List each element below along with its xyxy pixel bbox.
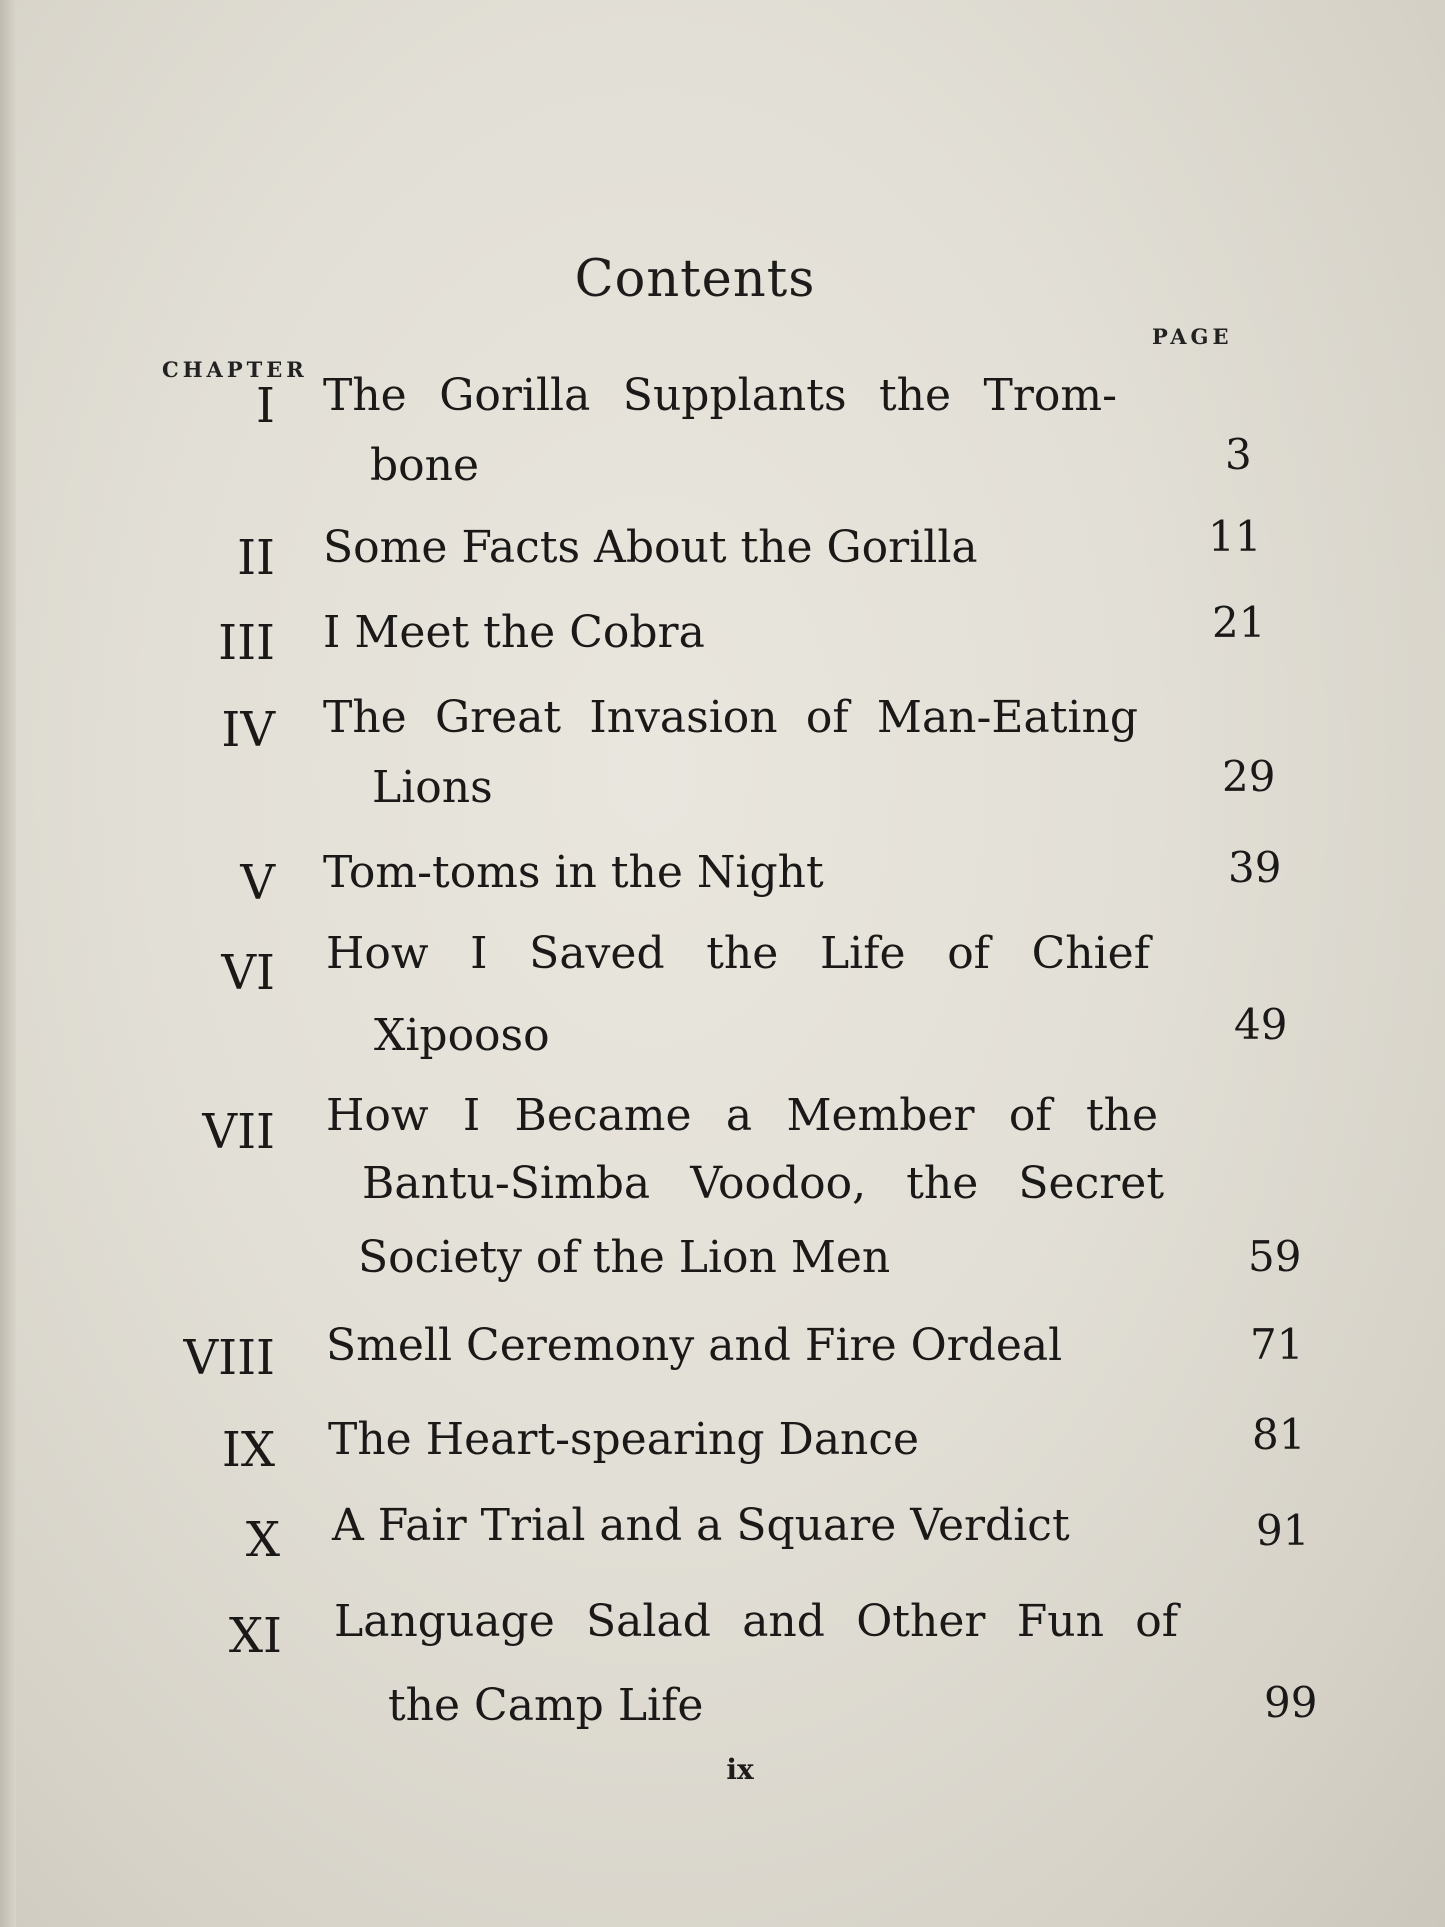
chapter-title-line: How I Became a Member of the: [326, 1090, 1158, 1141]
chapter-numeral: X: [245, 1512, 280, 1568]
chapter-title-line: The Heart-spearing Dance: [328, 1414, 920, 1465]
chapter-page-number: 99: [1264, 1678, 1318, 1727]
chapter-numeral: VI: [221, 945, 275, 1001]
chapter-numeral: VIII: [183, 1330, 275, 1386]
chapter-page-number: 59: [1248, 1232, 1302, 1281]
chapter-title-line: Language Salad and Other Fun of: [334, 1596, 1178, 1647]
chapter-title-line: The Great Invasion of Man-Eating: [323, 692, 1138, 743]
chapter-title-line: Tom-toms in the Night: [323, 847, 824, 898]
chapter-title-line: Lions: [372, 762, 493, 813]
chapter-title-line: A Fair Trial and a Square Verdict: [332, 1500, 1070, 1551]
chapter-title-line: Society of the Lion Men: [358, 1232, 891, 1283]
chapter-title-line: Smell Ceremony and Fire Ordeal: [326, 1320, 1063, 1371]
chapter-column-label: CHAPTER: [162, 357, 308, 382]
chapter-page-number: 29: [1222, 752, 1276, 801]
chapter-page-number: 3: [1225, 430, 1252, 479]
chapter-title-line: the Camp Life: [388, 1680, 704, 1731]
chapter-title-line: The Gorilla Supplants the Trom-: [323, 370, 1117, 421]
chapter-numeral: I: [256, 378, 275, 434]
chapter-title-line: Some Facts About the Gorilla: [323, 522, 978, 573]
page-column-label: PAGE: [1152, 324, 1233, 349]
chapter-page-number: 11: [1208, 512, 1262, 561]
chapter-numeral: IV: [221, 702, 275, 758]
chapter-numeral: II: [237, 530, 275, 586]
chapter-numeral: VII: [202, 1104, 275, 1160]
chapter-page-number: 71: [1250, 1320, 1304, 1369]
chapter-title-line: How I Saved the Life of Chief: [326, 928, 1150, 979]
chapter-title-line: I Meet the Cobra: [323, 607, 705, 658]
chapter-page-number: 21: [1212, 598, 1266, 647]
chapter-title-line: Bantu-Simba Voodoo, the Secret: [362, 1158, 1164, 1209]
contents-title: Contents: [574, 250, 816, 309]
chapter-numeral: III: [218, 615, 275, 671]
chapter-numeral: V: [240, 855, 275, 911]
chapter-page-number: 91: [1256, 1506, 1310, 1555]
chapter-numeral: XI: [228, 1608, 282, 1664]
chapter-page-number: 49: [1234, 1000, 1288, 1049]
chapter-title-line: bone: [370, 440, 480, 491]
chapter-numeral: IX: [221, 1422, 275, 1478]
chapter-page-number: 39: [1228, 843, 1282, 892]
chapter-page-number: 81: [1252, 1410, 1306, 1459]
chapter-title-line: Xipooso: [374, 1010, 550, 1061]
page-folio: ix: [726, 1753, 754, 1786]
